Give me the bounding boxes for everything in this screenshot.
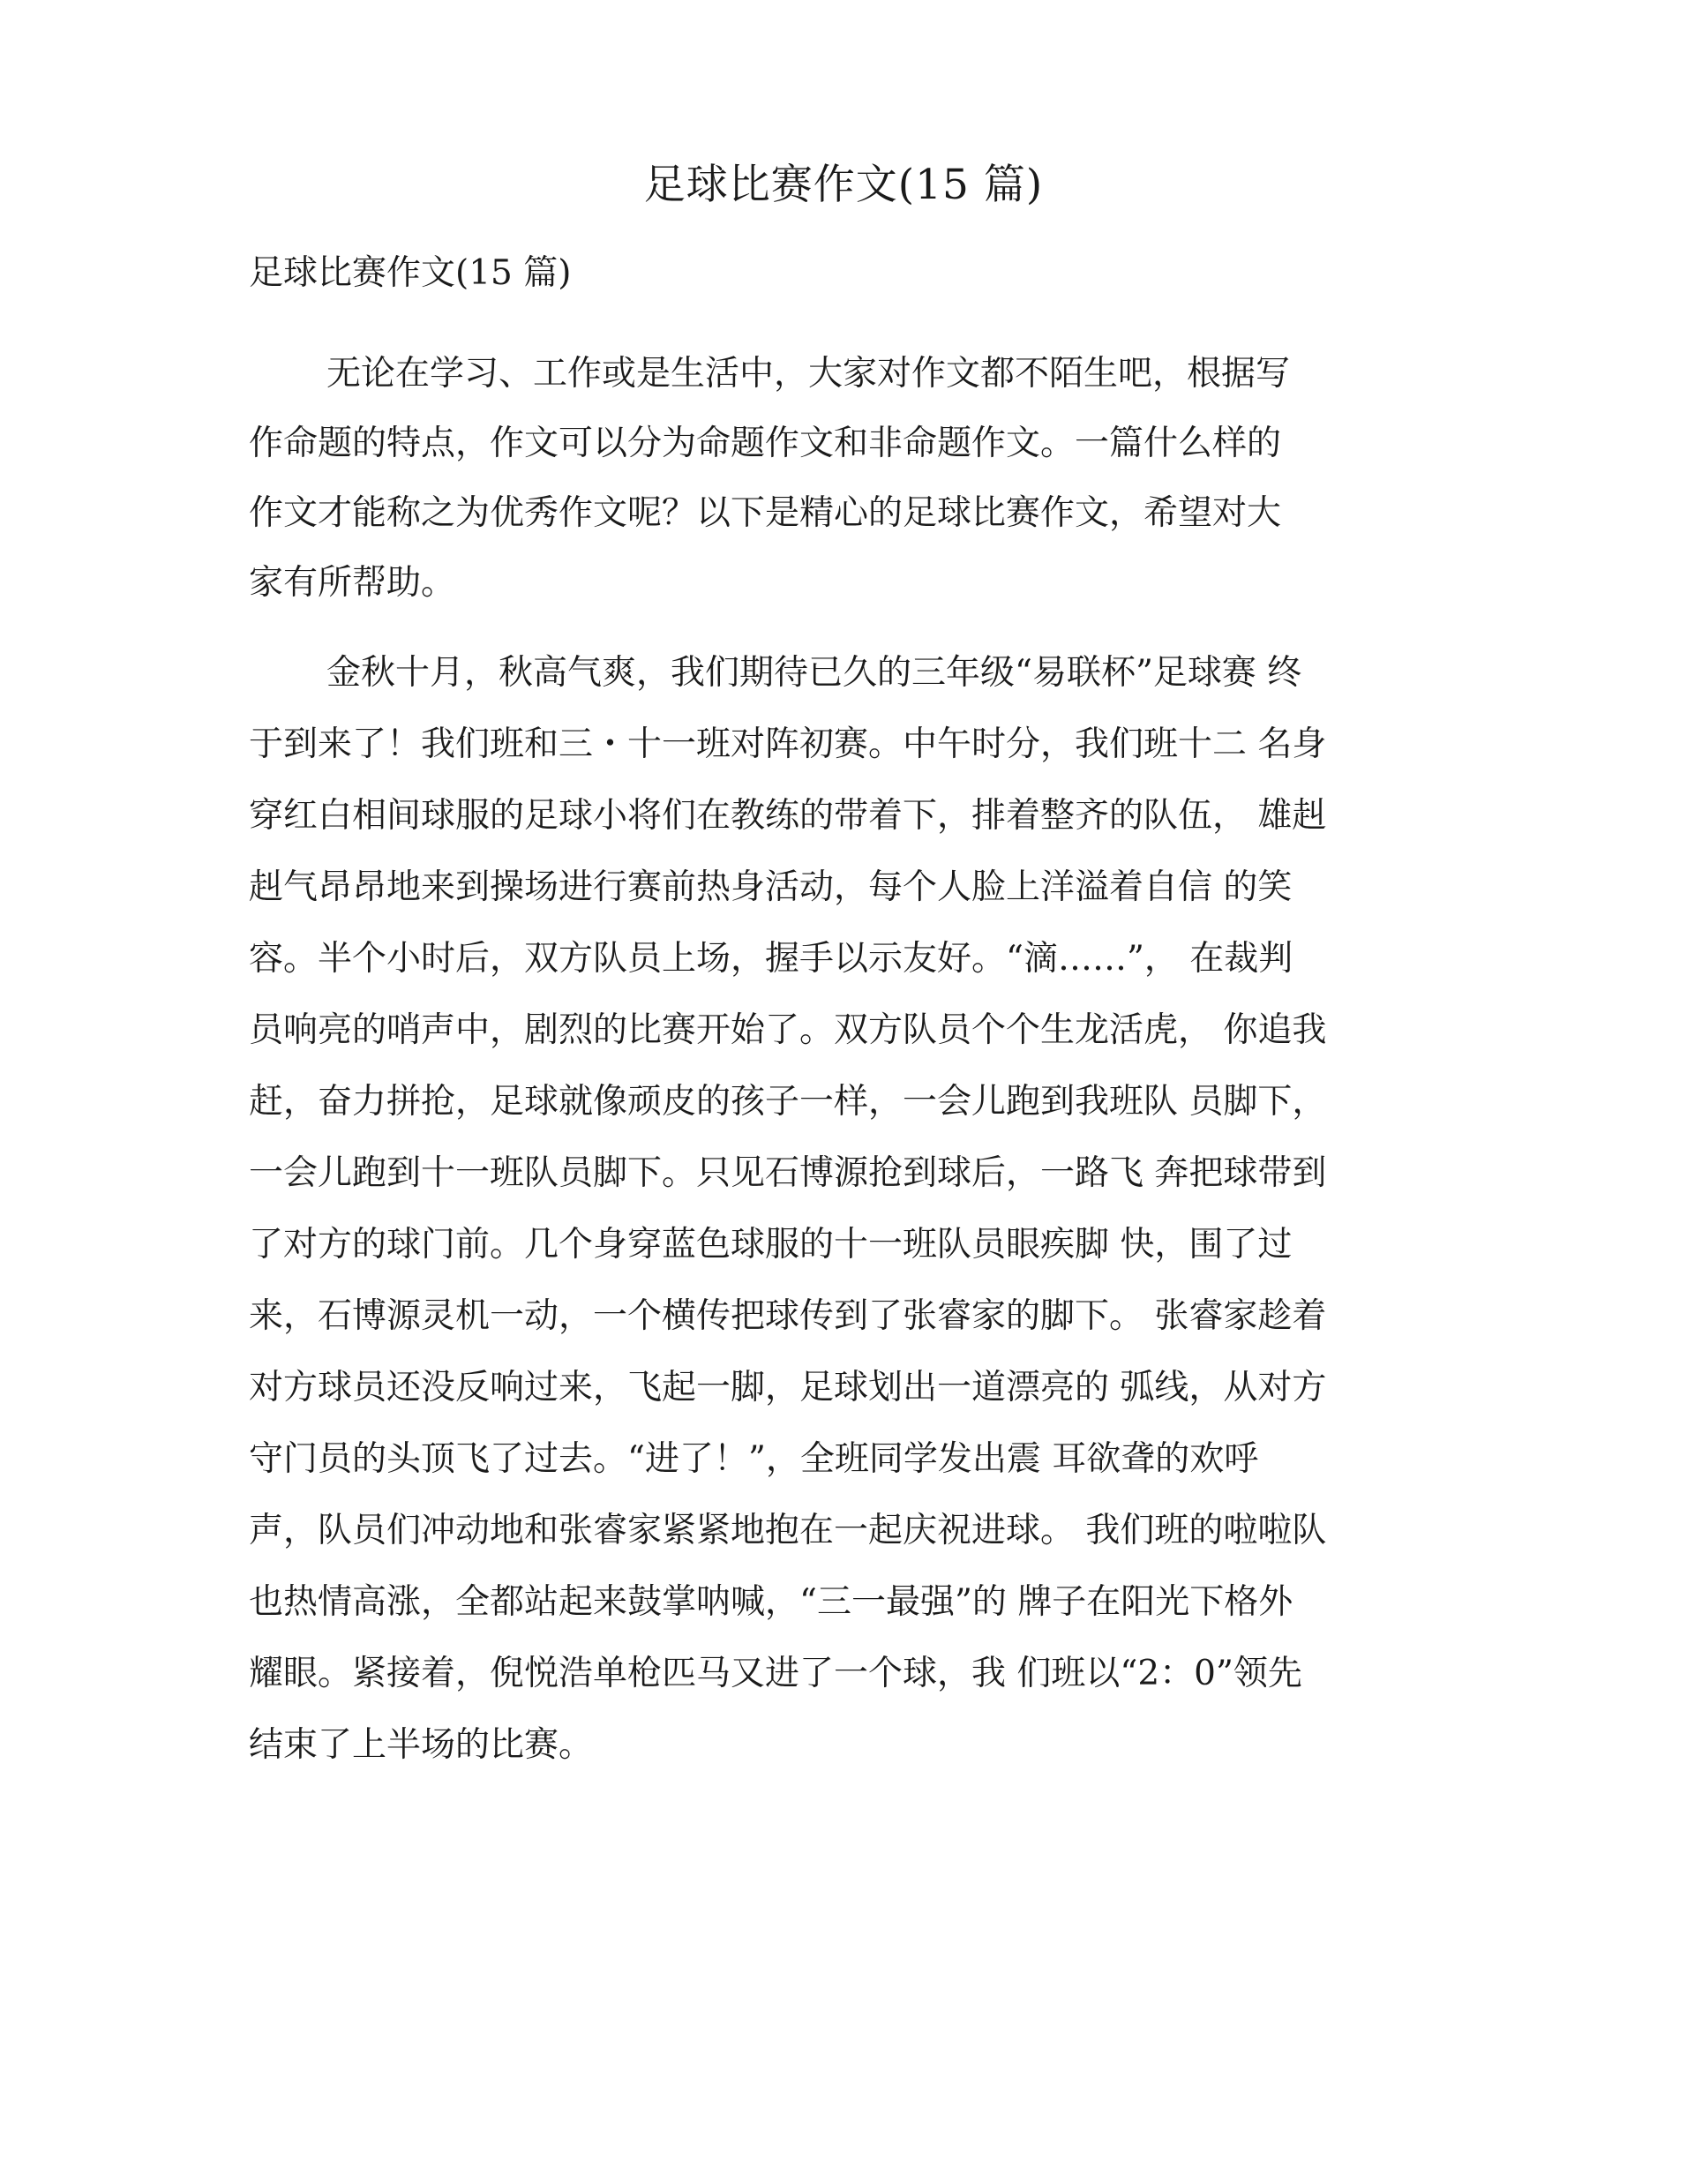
paragraph-line: 守门员的头顶飞了过去。“进了！”，全班同学发出震 耳欲聋的欢呼 [249, 1439, 1259, 1479]
paragraph-line: 结束了上半场的比赛。 [249, 1725, 594, 1765]
paragraph-line: 家有所帮助。 [249, 563, 456, 603]
paragraph-line: 赳气昂昂地来到操场进行赛前热身活动，每个人脸上洋溢着自信 的笑 [249, 867, 1293, 907]
paragraph-line: 也热情高涨，全都站起来鼓掌呐喊，“三一最强”的 牌子在阳光下格外 [249, 1582, 1293, 1622]
body-paragraph [249, 637, 1449, 1781]
intro-paragraph [249, 339, 1449, 618]
document-subtitle: 足球比赛作文(15 篇) [249, 253, 572, 293]
paragraph-line: 赶，奋力拼抢，足球就像顽皮的孩子一样，一会儿跑到我班队 员脚下， [249, 1082, 1327, 1122]
paragraph-line: 作文才能称之为优秀作文呢？以下是精心的足球比赛作文，希望对大 [249, 493, 1282, 533]
paragraph-line: 作命题的特点，作文可以分为命题作文和非命题作文。一篇什么样的 [249, 424, 1282, 463]
paragraph-line: 金秋十月，秋高气爽，我们期待已久的三年级“易联杯”足球赛 终 [326, 653, 1302, 693]
document-title: 足球比赛作文(15 篇) [643, 161, 1044, 209]
paragraph-line: 穿红白相间球服的足球小将们在教练的带着下，排着整齐的队伍， 雄赳 [249, 796, 1327, 836]
paragraph-line: 无论在学习、工作或是生活中，大家对作文都不陌生吧，根据写 [326, 354, 1291, 394]
paragraph-line: 容。半个小时后，双方队员上场，握手以示友好。“滴……”， 在裁判 [249, 939, 1293, 979]
paragraph-line: 耀眼。紧接着，倪悦浩单枪匹马又进了一个球，我 们班以“2：0”领先 [249, 1654, 1302, 1693]
paragraph-line: 声，队员们冲动地和张睿家紧紧地抱在一起庆祝进球。 我们班的啦啦队 [249, 1511, 1327, 1550]
paragraph-line: 了对方的球门前。几个身穿蓝色球服的十一班队员眼疾脚 快，围了过 [249, 1225, 1293, 1265]
paragraph-line: 于到来了！我们班和三・十一班对阵初赛。中午时分，我们班十二 名身 [249, 724, 1327, 764]
paragraph-line: 员响亮的哨声中，剧烈的比赛开始了。双方队员个个生龙活虎， 你追我 [249, 1010, 1327, 1050]
paragraph-line: 来，石博源灵机一动，一个横传把球传到了张睿家的脚下。 张睿家趁着 [249, 1296, 1327, 1336]
paragraph-line: 对方球员还没反响过来，飞起一脚，足球划出一道漂亮的 弧线，从对方 [249, 1368, 1327, 1407]
paragraph-line: 一会儿跑到十一班队员脚下。只见石博源抢到球后，一路飞 奔把球带到 [249, 1153, 1327, 1193]
